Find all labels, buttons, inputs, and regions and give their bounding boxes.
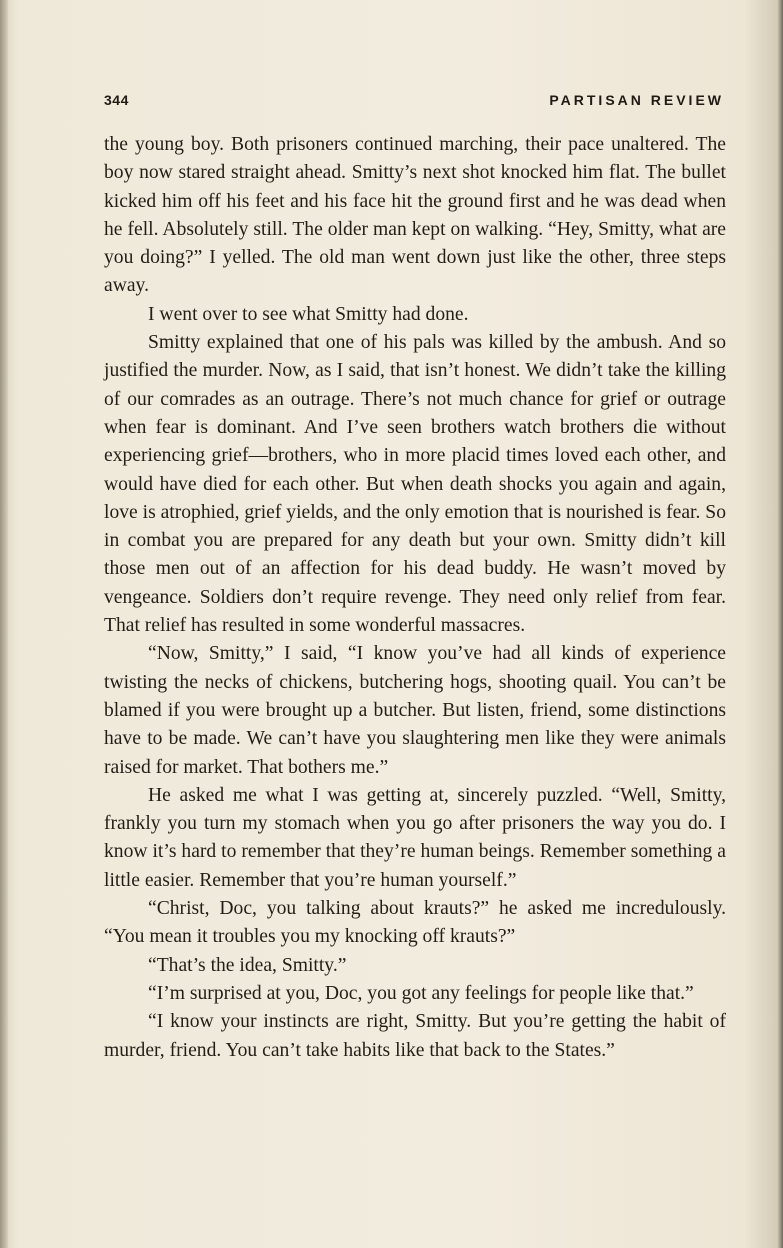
page-gutter-shadow bbox=[0, 0, 8, 1248]
paragraph: Smitty explained that one of his pals was killed by the ambush. And so justified the murder. Now, as I said, that isn’t honest. We didn’t take the killing of our comrades as an outrage. There’s not much chance for grief or outrage when fear is dominant. And I’ve seen brothers watch brothers die without experiencing grief—brothers, who in more placid times loved each other, and would have died for each other. But when death shocks you again and again, love is atrophied, grief yields, and the only emotion that is nourished is fear. So in combat you are prepared for any death but your own. Smitty didn’t kill those men out of an affection for his dead buddy. He wasn’t moved by vengeance. Soldiers don’t require revenge. They need only relief from fear. That relief has resulted in some wonderful massacres. bbox=[104, 332, 726, 637]
paragraph: “Christ, Doc, you talking about krauts?” he asked me incredulously. “You mean it troubles you my knocking off krauts?” bbox=[104, 898, 726, 948]
paragraph: He asked me what I was getting at, sincerely puzzled. “Well, Smitty, frankly you turn my stomach when you go after prisoners the way you do. I know it’s hard to remember that they’re human beings. Remember something a little easier. Remember that you’re human yourself.” bbox=[104, 784, 726, 891]
paragraph: “Now, Smitty,” I said, “I know you’ve had all kinds of experience twisting the necks of chickens, butchering hogs, shooting quail. You can’t be blamed if you were brought up a butcher. But listen, friend, some distinctions have to be made. We can’t have you slaughtering men like they were animals raised for market. That bothers me.” bbox=[104, 643, 726, 778]
body-text bbox=[104, 131, 726, 1065]
running-head bbox=[104, 92, 724, 112]
paragraph: the young boy. Both prisoners continued marching, their pace unaltered. The boy now stared straight ahead. Smitty’s next shot knocked him flat. The bullet kicked him off his feet and his face hit the ground first and he was dead when he fell. Absolutely still. The older man kept on walking. “Hey, Smitty, what are you doing?” I yelled. The old man went down just like the other, three steps away. bbox=[104, 134, 726, 297]
paragraph: I went over to see what Smitty had done. bbox=[148, 303, 469, 325]
page-number: 344 bbox=[104, 92, 129, 108]
journal-title: PARTISAN REVIEW bbox=[549, 92, 724, 108]
page-edge-shadow bbox=[777, 0, 783, 1248]
paragraph: “I know your instincts are right, Smitty. But you’re getting the habit of murder, friend. You can’t take habits like that back to the States.” bbox=[104, 1011, 726, 1061]
paragraph: “I’m surprised at you, Doc, you got any feelings for people like that.” bbox=[148, 982, 694, 1004]
paragraph: “That’s the idea, Smitty.” bbox=[148, 954, 347, 976]
